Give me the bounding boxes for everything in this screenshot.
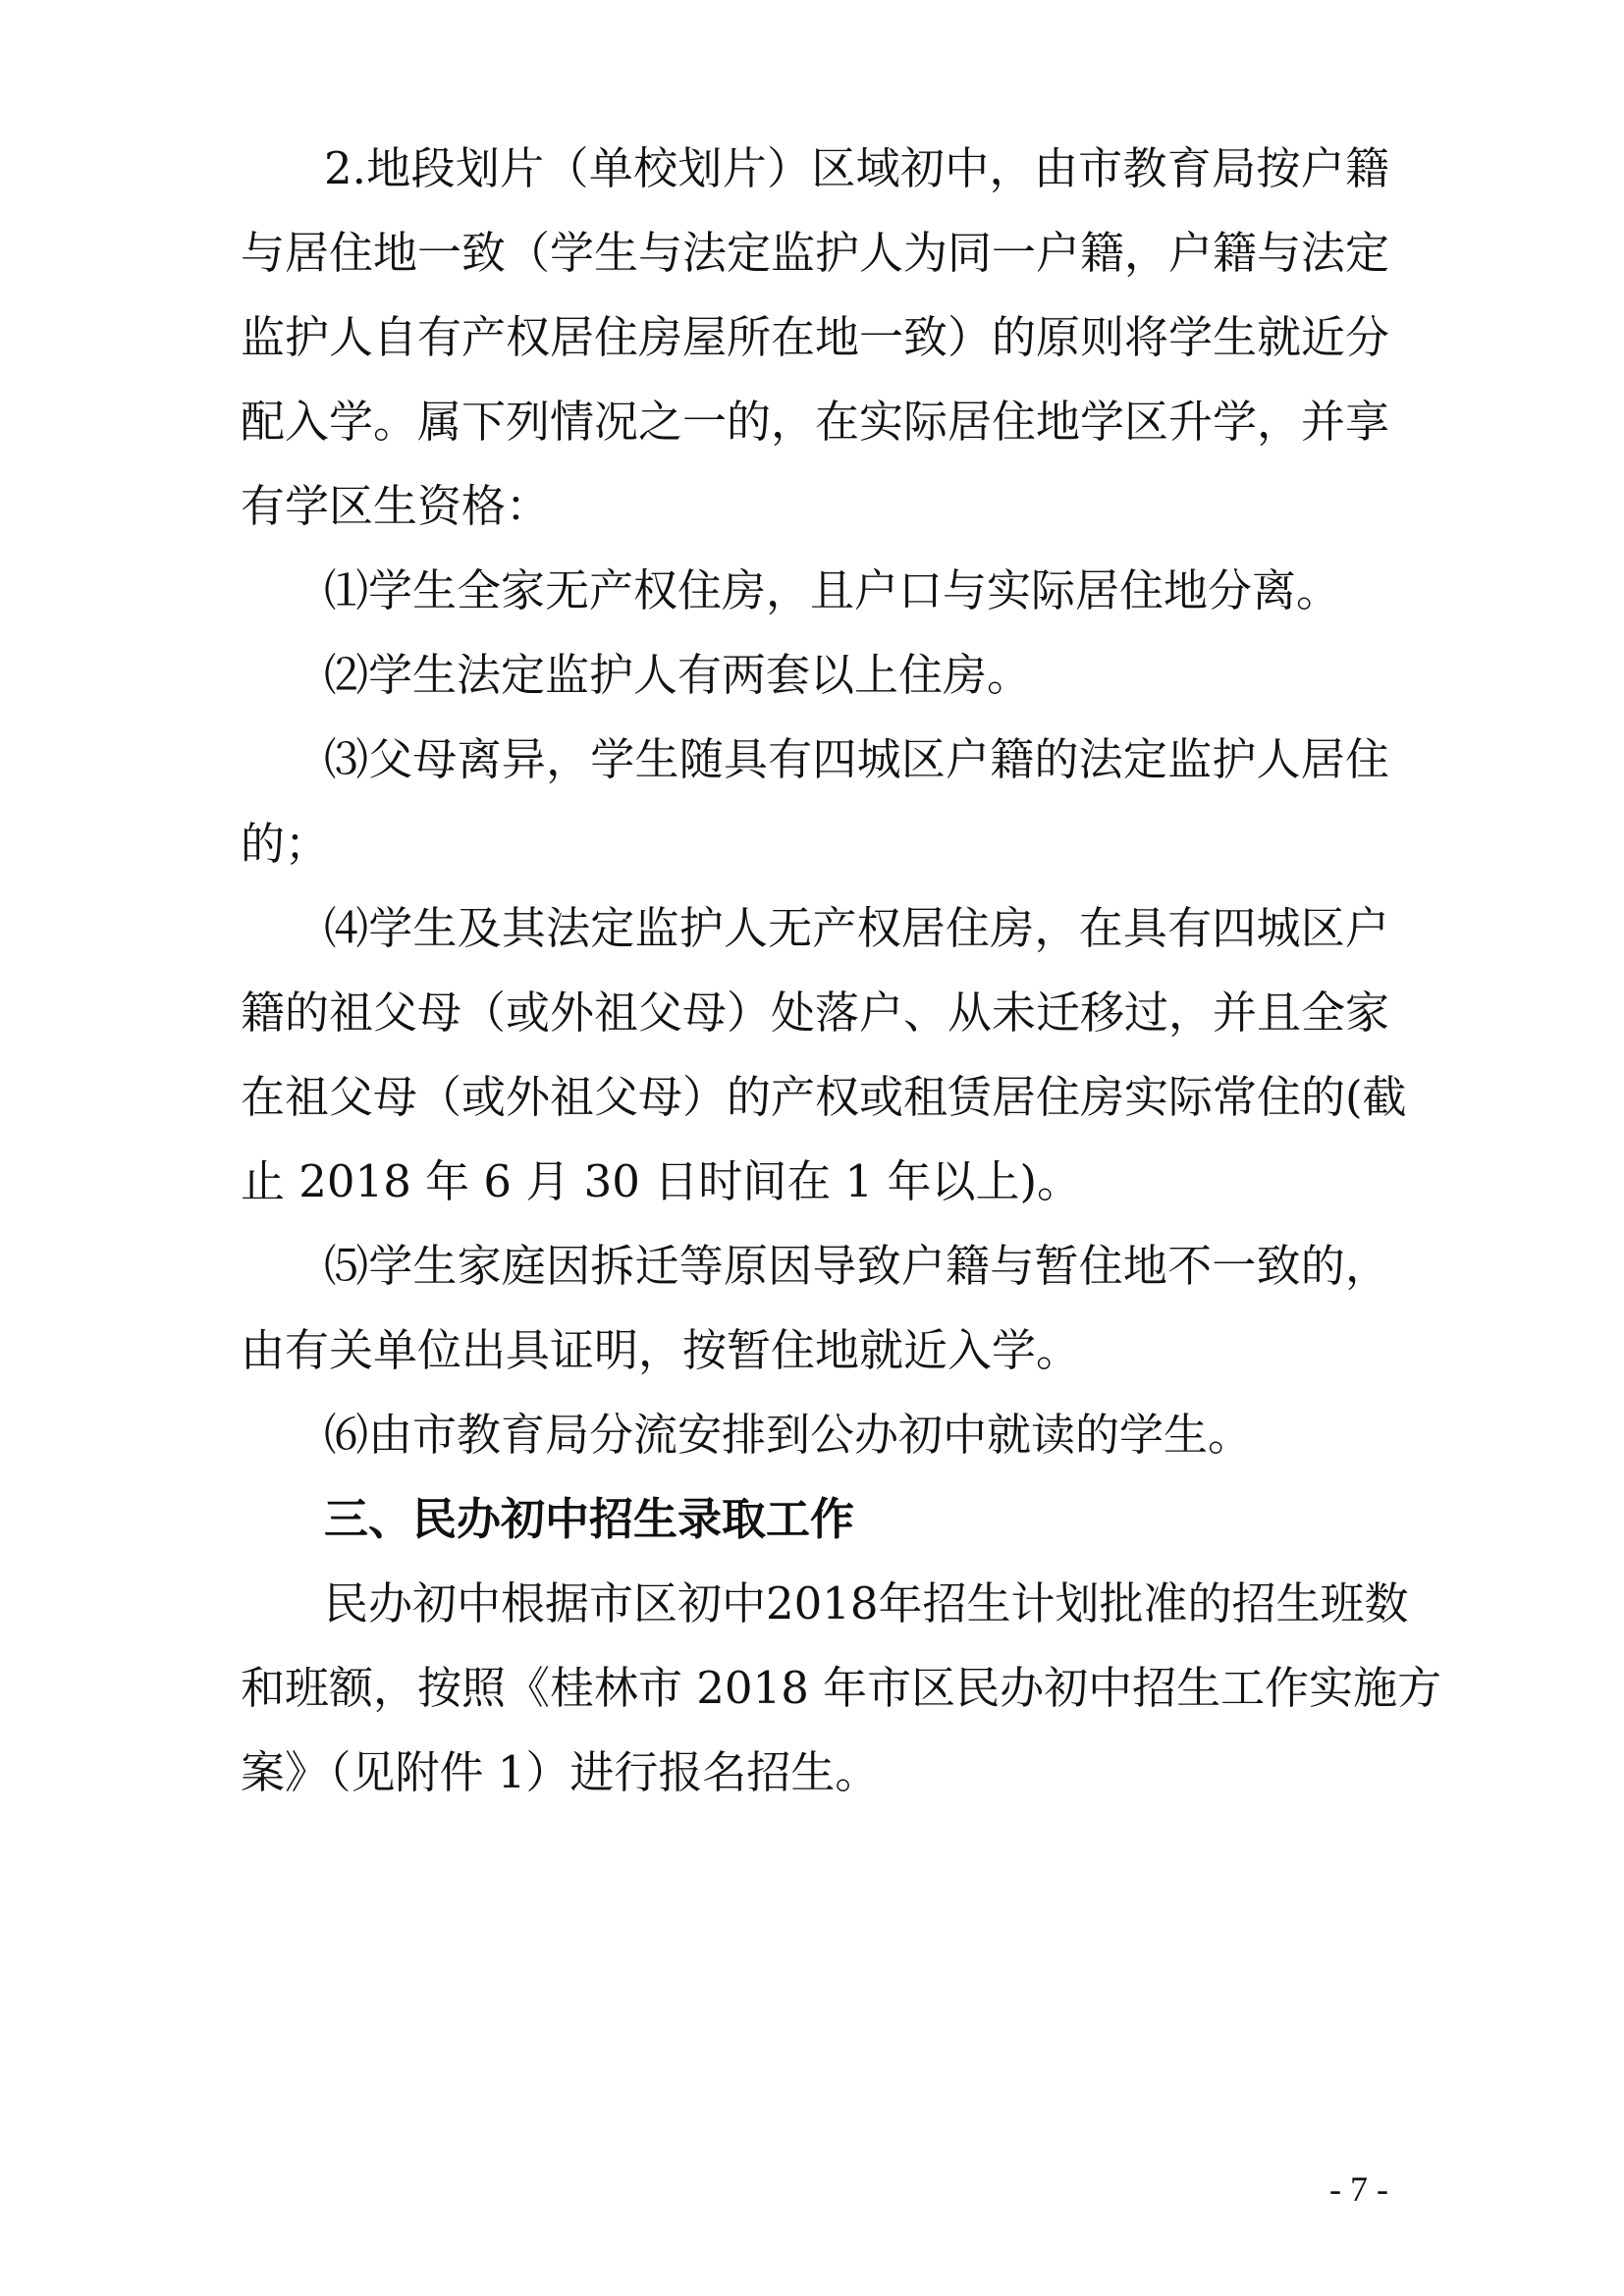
paragraph-line: 有学区生资格： [241,480,551,532]
list-item: ⑷学生及其法定监护人无产权居住房，在具有四城区户 [324,902,1389,954]
paragraph-line: 2.地段划片（单校划片）区域初中，由市教育局按户籍 [324,142,1389,194]
section-heading: 三、民办初中招生录取工作 [324,1493,855,1545]
paragraph-line: 配入学。属下列情况之一的，在实际居住地学区升学，并享 [241,396,1390,448]
paragraph-line: 民办初中根据市区初中2018年招生计划批准的招生班数 [324,1577,1409,1629]
list-item: ⑴学生全家无产权住房，且户口与实际居住地分离。 [324,564,1341,616]
list-item: ⑵学生法定监护人有两套以上住房。 [324,649,1032,701]
list-item-continuation: 在祖父母（或外祖父母）的产权或租赁居住房实际常住的(截 [241,1071,1407,1123]
list-item-continuation: 由有关单位出具证明，按暂住地就近入学。 [241,1324,1081,1376]
list-item-continuation: 止 2018 年 6 月 30 日时间在 1 年以上)。 [241,1155,1082,1207]
list-item-continuation: 籍的祖父母（或外祖父母）处落户、从未迁移过，并且全家 [241,987,1390,1039]
list-item: ⑹由市教育局分流安排到公办初中就读的学生。 [324,1409,1253,1461]
list-item: ⑸学生家庭因拆迁等原因导致户籍与暂住地不一致的， [324,1240,1389,1292]
list-item: ⑶父母离异，学生随具有四城区户籍的法定监护人居住 [324,733,1389,785]
paragraph-line: 与居住地一致（学生与法定监护人为同一户籍，户籍与法定 [241,227,1390,279]
paragraph-line: 和班额，按照《桂林市 2018 年市区民办初中招生工作实施方 [241,1662,1442,1714]
list-item-continuation: 的； [241,818,330,870]
paragraph-line: 监护人自有产权居住房屋所在地一致）的原则将学生就近分 [241,311,1390,363]
page-number: - 7 - [1329,2169,1388,2209]
paragraph-line: 案》（见附件 1）进行报名招生。 [241,1746,880,1798]
